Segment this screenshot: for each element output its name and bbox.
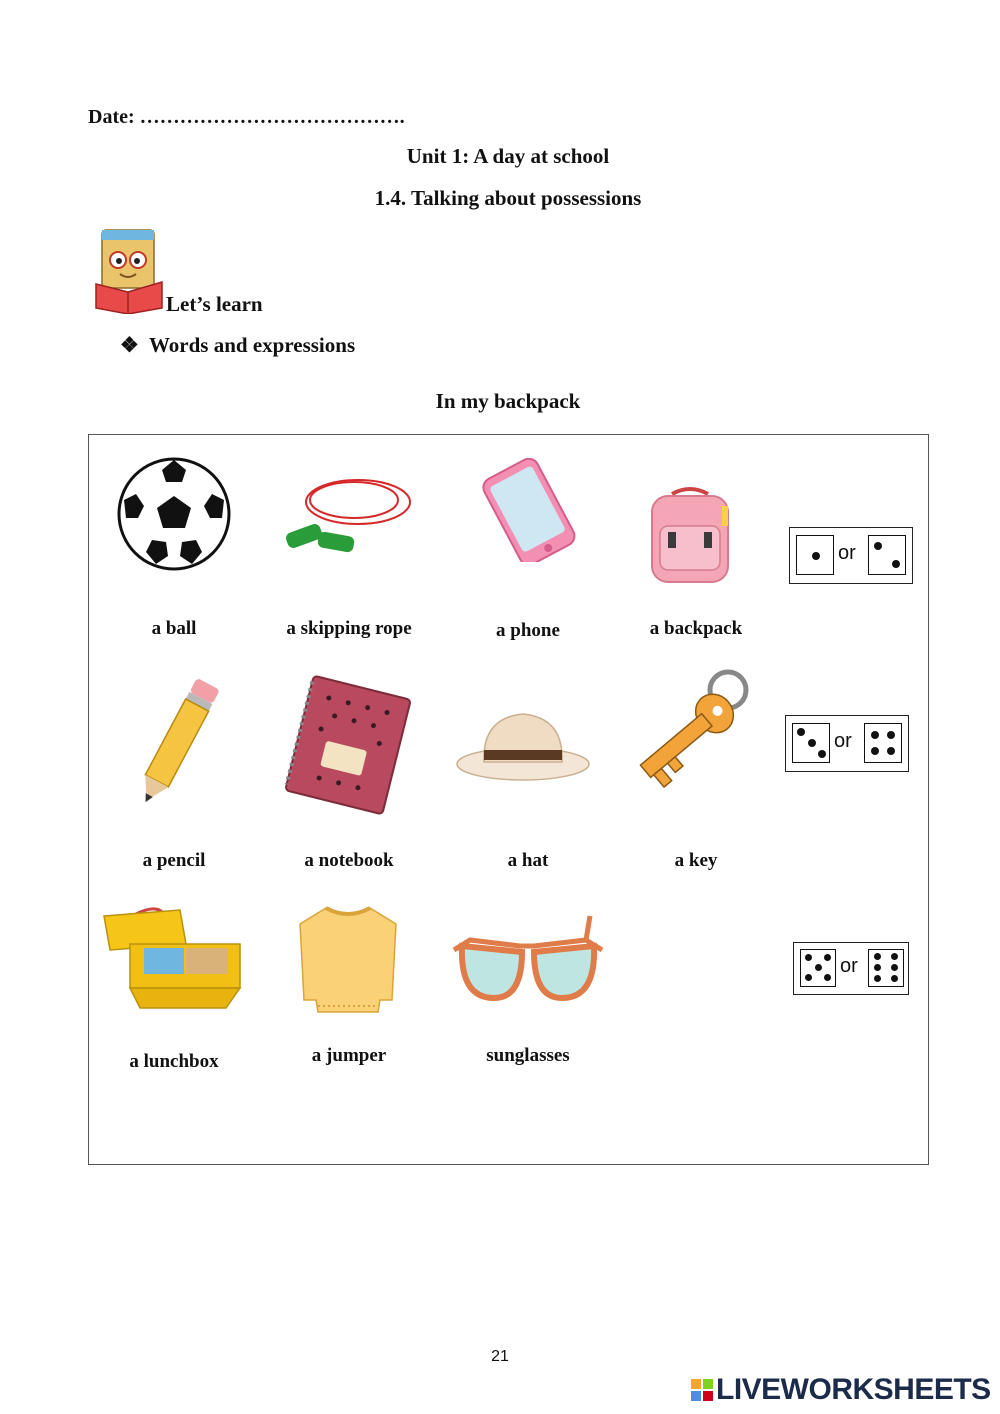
or-label: or (838, 542, 856, 564)
vocab-label: a skipping rope (286, 618, 412, 639)
vocab-label: a pencil (142, 850, 206, 871)
jumper-icon (292, 902, 404, 1018)
vocab-label: sunglasses (486, 1045, 570, 1066)
die-four-icon (864, 723, 902, 763)
ball-icon (116, 456, 232, 572)
pencil-icon (132, 672, 222, 814)
die-one-icon (796, 535, 834, 575)
die-two-icon (868, 535, 906, 575)
die-five-icon (800, 949, 836, 987)
backpack-icon (642, 486, 738, 586)
die-three-icon (792, 723, 830, 763)
or-label: or (834, 730, 852, 752)
notebook-icon (280, 672, 416, 818)
vocab-label: a lunchbox (129, 1051, 219, 1072)
words-expressions-heading (120, 333, 355, 358)
page-number: 21 (491, 1348, 509, 1365)
dice-choice-row1 (789, 527, 913, 584)
vocab-label: a phone (496, 620, 560, 641)
die-six-icon (868, 949, 904, 987)
bullet-icon: ❖ (120, 333, 139, 357)
liveworksheets-logo (690, 1372, 991, 1408)
or-label: or (840, 955, 858, 977)
key-icon (626, 668, 754, 800)
vocab-label: a notebook (304, 850, 394, 871)
book-mascot-icon (92, 222, 168, 314)
words-heading-text: Words and expressions (148, 333, 356, 357)
lets-learn-heading: Let’s learn (166, 292, 263, 316)
liveworksheets-logo-icon (690, 1378, 714, 1402)
lunchbox-icon (100, 904, 246, 1010)
dice-choice-row3 (793, 942, 909, 995)
vocab-label: a ball (151, 618, 197, 639)
date-line: Date: …………………………………. (88, 106, 405, 128)
phone-icon (472, 458, 584, 562)
section-title: In my backpack (435, 389, 581, 413)
vocab-label: a key (674, 850, 718, 871)
hat-icon (454, 708, 592, 784)
brand-name: LIVEWORKSHEETS (716, 1373, 991, 1406)
skipping-rope-icon (280, 470, 415, 560)
lesson-title: 1.4. Talking about possessions (374, 186, 642, 210)
vocab-label: a backpack (649, 618, 743, 639)
dice-choice-row2 (785, 715, 909, 772)
vocab-label: a jumper (311, 1045, 387, 1066)
sunglasses-icon (450, 912, 606, 1006)
vocab-label: a hat (507, 850, 549, 871)
unit-title: Unit 1: A day at school (406, 144, 610, 168)
